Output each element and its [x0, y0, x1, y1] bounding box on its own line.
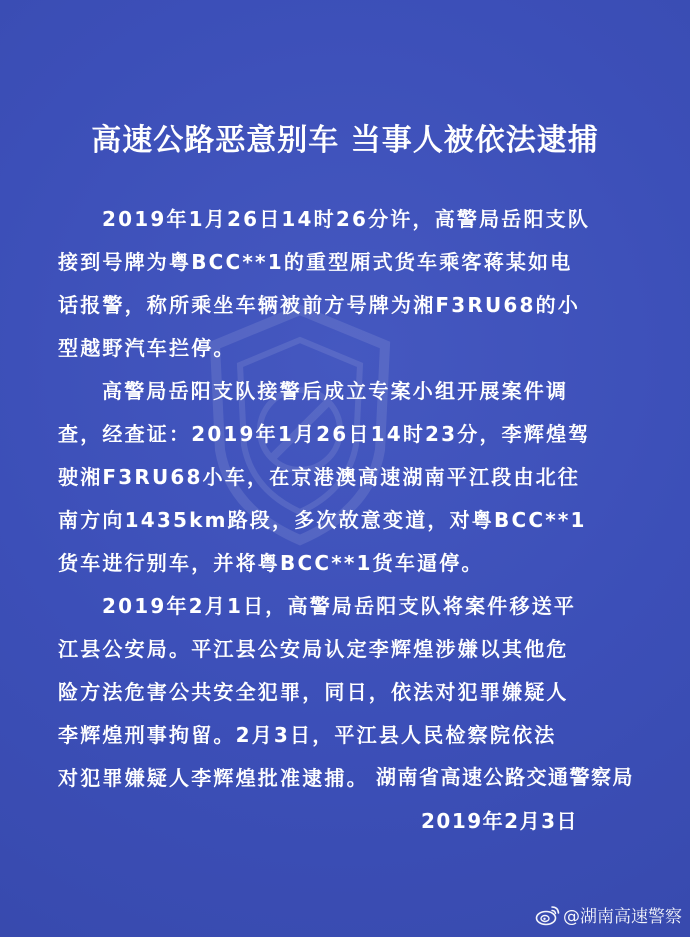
issue-date: 2019年2月3日 — [421, 809, 578, 833]
paragraph-1-line-2: 接到号牌为粤BCC**1的重型厢式货车乘客蒋某如电 — [58, 250, 573, 274]
paragraph-3-line-3: 险方法危害公共安全犯罪，同日，依法对犯罪嫌疑人 — [58, 680, 569, 704]
paragraph-2-line-3: 驶湘F3RU68小车，在京港澳高速湖南平江段由北往 — [58, 465, 581, 489]
notice-title: 高速公路恶意别车 当事人被依法逮捕 — [91, 123, 599, 158]
paragraph-3-line-2: 江县公安局。平江县公安局认定李辉煌涉嫌以其他危 — [58, 637, 569, 661]
paragraph-2-line-5: 货车进行别车，并将粤BCC**1货车逼停。 — [58, 551, 484, 575]
paragraph-2-line-2: 查，经查证：2019年1月26日14时23分，李辉煌驾 — [58, 422, 591, 446]
issuer-name: 湖南省高速公路交通警察局 — [376, 765, 634, 789]
paragraph-1-line-1: 2019年1月26日14时26分许，高警局岳阳支队 — [102, 207, 591, 231]
notice-body — [58, 198, 638, 800]
weibo-watermark — [535, 902, 682, 927]
signature-block — [376, 755, 634, 843]
weibo-icon — [535, 904, 561, 926]
weibo-handle: @湖南高速警察 — [563, 907, 682, 927]
paragraph-1-line-3: 话报警，称所乘坐车辆被前方号牌为湘F3RU68的小 — [58, 293, 581, 317]
paragraph-3-line-1: 2019年2月1日，高警局岳阳支队将案件移送平 — [102, 594, 577, 618]
paragraph-2-line-1: 高警局岳阳支队接警后成立专案小组开展案件调 — [102, 379, 569, 403]
paragraph-3-line-5: 对犯罪嫌疑人李辉煌批准逮捕。 — [58, 766, 369, 790]
paragraph-2-line-4: 南方向1435km路段，多次故意变道，对粤BCC**1 — [58, 508, 587, 532]
paragraph-3-line-4: 李辉煌刑事拘留。2月3日，平江县人民检察院依法 — [58, 723, 557, 747]
paragraph-1-line-4: 型越野汽车拦停。 — [58, 336, 236, 360]
